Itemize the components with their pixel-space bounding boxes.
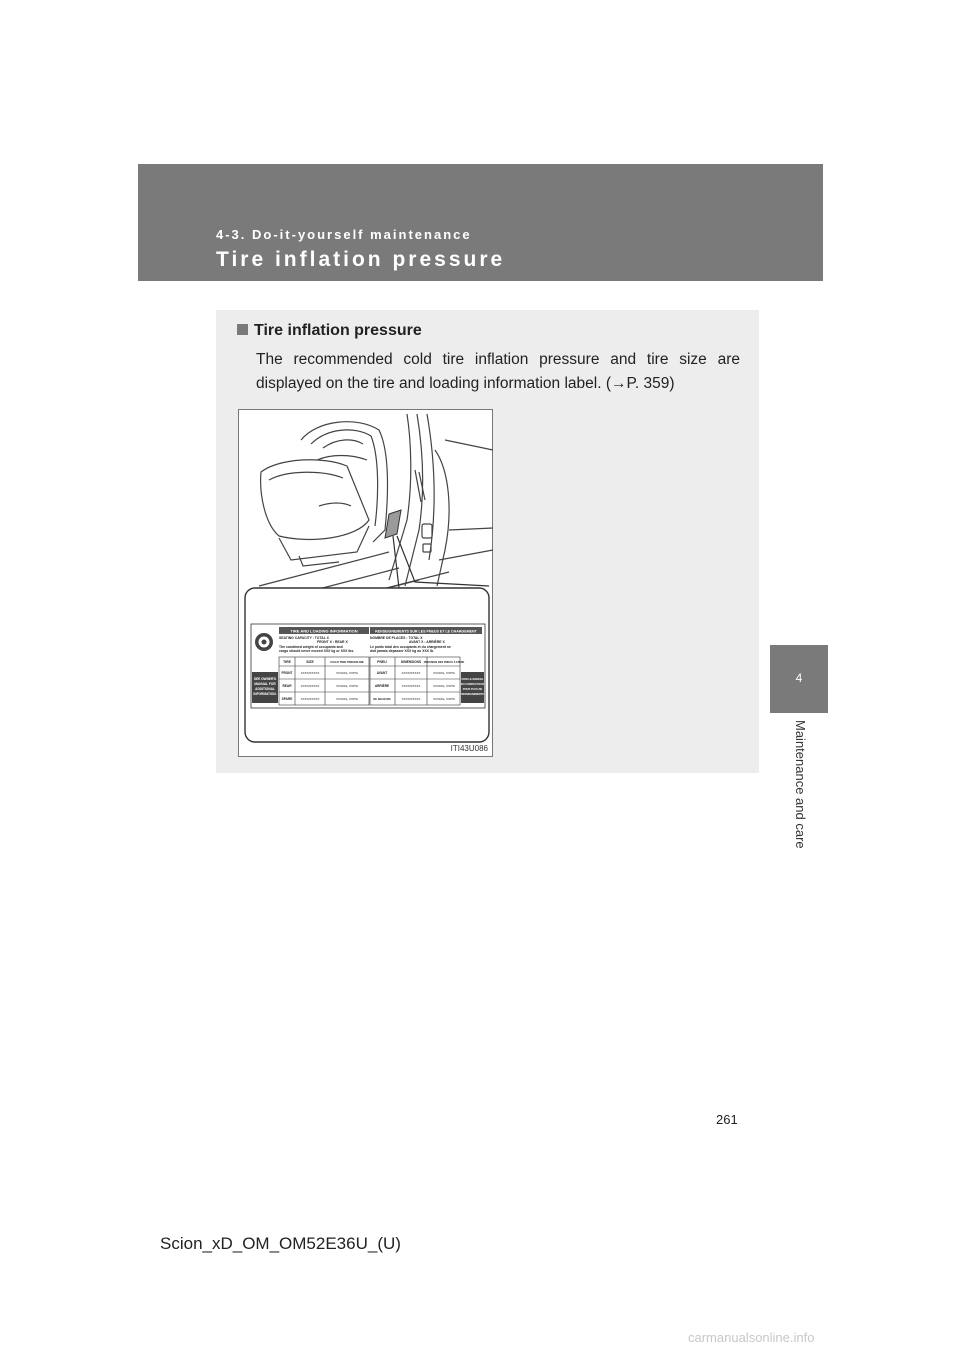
page-number: 261 xyxy=(716,1112,738,1127)
svg-text:XXXkPa, XXPSI: XXXkPa, XXPSI xyxy=(336,671,358,675)
svg-text:AVANT X : ARRIÈRE X: AVANT X : ARRIÈRE X xyxy=(409,640,445,644)
svg-text:ADDITIONAL: ADDITIONAL xyxy=(255,687,275,691)
svg-text:XXXX/XXXXX: XXXX/XXXXX xyxy=(300,684,320,688)
svg-text:SIZE: SIZE xyxy=(306,660,314,664)
label-location-figure xyxy=(238,409,493,757)
svg-text:XXXX/XXXXX: XXXX/XXXXX xyxy=(300,671,320,675)
figure-code: ITI43U086 xyxy=(450,744,488,753)
svg-text:VOIR LE MANUEL: VOIR LE MANUEL xyxy=(461,678,484,681)
svg-text:XXXX/XXXXX: XXXX/XXXXX xyxy=(401,671,421,675)
label-location-marker xyxy=(385,510,401,538)
svg-text:SEE OWNER'S: SEE OWNER'S xyxy=(253,677,277,681)
content-box xyxy=(216,310,759,773)
svg-text:XXXkPa, XXPSI: XXXkPa, XXPSI xyxy=(433,697,455,701)
svg-text:POUR PLUS DE: POUR PLUS DE xyxy=(462,688,483,691)
chapter-tab[interactable] xyxy=(770,645,828,713)
svg-text:DU CONDUCTEUR: DU CONDUCTEUR xyxy=(461,683,484,686)
svg-text:XXXkPa, XXPSI: XXXkPa, XXPSI xyxy=(336,697,358,701)
svg-text:Le poids total des occupants e: Le poids total des occupants et du chargement ne xyxy=(370,645,451,649)
leader-line xyxy=(393,536,411,588)
watermark: carmanualsonline.info xyxy=(688,1330,815,1345)
document-id: Scion_xD_OM_OM52E36U_(U) xyxy=(160,1234,401,1253)
svg-text:XXXX/XXXXX: XXXX/XXXXX xyxy=(401,697,421,701)
svg-text:RENSEIGNEMENTS: RENSEIGNEMENTS xyxy=(461,693,484,696)
svg-text:ARRIÈRE: ARRIÈRE xyxy=(374,684,390,688)
sub-heading xyxy=(237,322,422,340)
car-interior-illustration xyxy=(239,410,494,758)
label-title-fr: RENSEIGNEMENTS SUR LES PNEUS ET LE CHARGEMENT xyxy=(375,629,477,634)
body-text: The recommended cold tire inflation pressure and tire size are displayed on the tire and loading information label. (→P. 359) xyxy=(256,351,740,392)
door-pillar xyxy=(389,414,411,580)
seat-cushion-outline xyxy=(261,460,369,540)
svg-text:doit jamais dépasser XXX kg ou: doit jamais dépasser XXX kg ou XXX lb. xyxy=(370,649,434,653)
chapter-name: Maintenance and care xyxy=(793,720,808,849)
svg-text:REAR: REAR xyxy=(282,684,292,688)
svg-text:FRONT: FRONT xyxy=(281,671,293,675)
svg-text:TIRE: TIRE xyxy=(283,660,291,664)
svg-text:SPARE: SPARE xyxy=(281,697,293,701)
svg-text:AVANT: AVANT xyxy=(376,671,388,675)
svg-text:COLD TIRE PRESSURE: COLD TIRE PRESSURE xyxy=(330,660,364,664)
sub-heading-text: Tire inflation pressure xyxy=(254,322,422,339)
svg-text:DE SECOURS: DE SECOURS xyxy=(373,698,391,701)
tire-loading-label xyxy=(251,624,485,708)
header-band xyxy=(138,164,823,281)
svg-text:cargo should never exceed XXX: cargo should never exceed XXX kg or XXX lbs. xyxy=(279,649,355,653)
svg-text:MANUAL FOR: MANUAL FOR xyxy=(254,682,276,686)
chapter-number: 4 xyxy=(795,671,803,685)
svg-text:XXXX/XXXXX: XXXX/XXXXX xyxy=(401,684,421,688)
svg-text:PRESSION DES PNEUS À FROID: PRESSION DES PNEUS À FROID xyxy=(423,661,465,664)
page-title: Tire inflation pressure xyxy=(216,248,506,271)
svg-text:XXXX/XXXXX: XXXX/XXXXX xyxy=(300,697,320,701)
section-label: 4-3. Do-it-yourself maintenance xyxy=(216,227,472,242)
svg-text:XXXkPa, XXPSI: XXXkPa, XXPSI xyxy=(336,684,358,688)
svg-text:INFORMATION.: INFORMATION. xyxy=(253,692,277,696)
square-bullet-icon xyxy=(237,324,248,335)
label-title-en: TIRE AND LOADING INFORMATION xyxy=(290,628,358,634)
svg-text:The combined weight of occupan: The combined weight of occupants and xyxy=(279,645,343,649)
svg-text:XXXkPa, XXPSI: XXXkPa, XXPSI xyxy=(433,671,455,675)
svg-text:PNEU: PNEU xyxy=(377,660,387,664)
svg-text:DIMENSIONS: DIMENSIONS xyxy=(400,660,422,664)
svg-text:FRONT X : REAR X: FRONT X : REAR X xyxy=(317,640,348,644)
svg-text:XXXkPa, XXPSI: XXXkPa, XXPSI xyxy=(433,684,455,688)
svg-text:NOMBRE DE PLACES : TOTAL X: NOMBRE DE PLACES : TOTAL X xyxy=(370,636,423,640)
svg-text:SEATING CAPACITY : TOTAL X: SEATING CAPACITY : TOTAL X xyxy=(279,636,329,640)
